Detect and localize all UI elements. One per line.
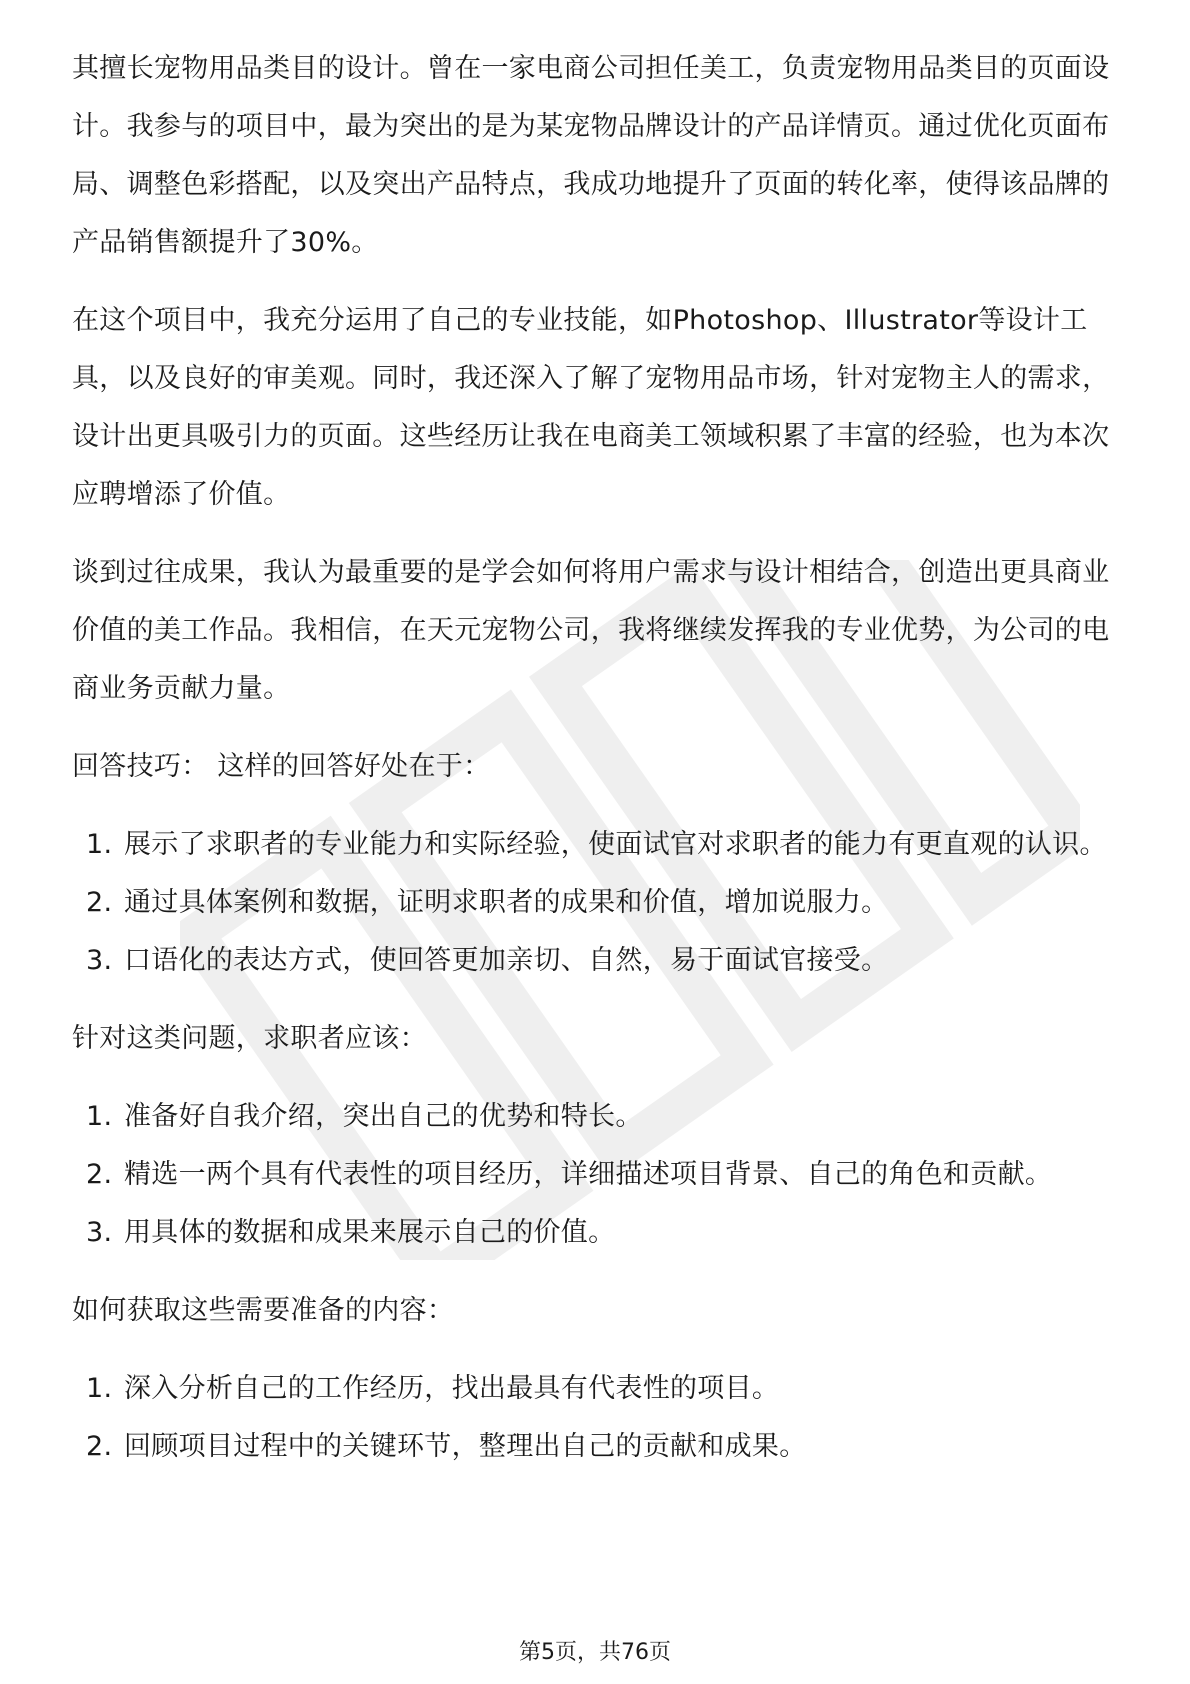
- tips-list: [72, 816, 1122, 990]
- list-item: 2. 精选一两个具有代表性的项目经历，详细描述项目背景、自己的角色和贡献。: [86, 1159, 1053, 1190]
- list-item: 3. 用具体的数据和成果来展示自己的价值。: [86, 1217, 616, 1248]
- list-item: 1. 深入分析自己的工作经历，找出最具有代表性的项目。: [86, 1373, 780, 1404]
- list-item: 3. 口语化的表达方式，使回答更加亲切、自然，易于面试官接受。: [86, 945, 889, 976]
- prepare-heading: 如何获取这些需要准备的内容：: [72, 1295, 455, 1326]
- prepare-list: [72, 1360, 1122, 1476]
- page-number: 第5页，共76页: [519, 1640, 671, 1665]
- paragraph-achievements: 谈到过往成果，我认为最重要的是学会如何将用户需求与设计相结合，创造出更具商业价值的美工作品。我相信，在天元宠物公司，我将继续发挥我的专业优势，为公司的电商业务贡献力量。: [72, 557, 1110, 704]
- list-item: 1. 准备好自我介绍，突出自己的优势和特长。: [86, 1101, 643, 1132]
- list-item: 2. 通过具体案例和数据，证明求职者的成果和价值，增加说服力。: [86, 887, 889, 918]
- advice-heading: 针对这类问题，求职者应该：: [72, 1023, 427, 1054]
- paragraph-project-intro: 其擅长宠物用品类目的设计。曾在一家电商公司担任美工，负责宠物用品类目的页面设计。我参与的项目中，最为突出的是为某宠物品牌设计的产品详情页。通过优化页面布局、调整色彩搭配，以及突出产品特点，我成功地提升了页面的转化率，使得该品牌的产品销售额提升了30%。: [72, 53, 1110, 258]
- tips-heading: 回答技巧： 这样的回答好处在于：: [72, 751, 491, 782]
- advice-list: [72, 1088, 1122, 1262]
- list-item: 1. 展示了求职者的专业能力和实际经验，使面试官对求职者的能力有更直观的认识。: [86, 829, 1107, 860]
- paragraph-skills: 在这个项目中，我充分运用了自己的专业技能，如Photoshop、Illustrator等设计工具，以及良好的审美观。同时，我还深入了解了宠物用品市场，针对宠物主人的需求，设计出更具吸引力的页面。这些经历让我在电商美工领域积累了丰富的经验，也为本次应聘增添了价值。: [72, 305, 1110, 510]
- list-item: 2. 回顾项目过程中的关键环节，整理出自己的贡献和成果。: [86, 1431, 807, 1462]
- document-page: [72, 40, 1122, 1496]
